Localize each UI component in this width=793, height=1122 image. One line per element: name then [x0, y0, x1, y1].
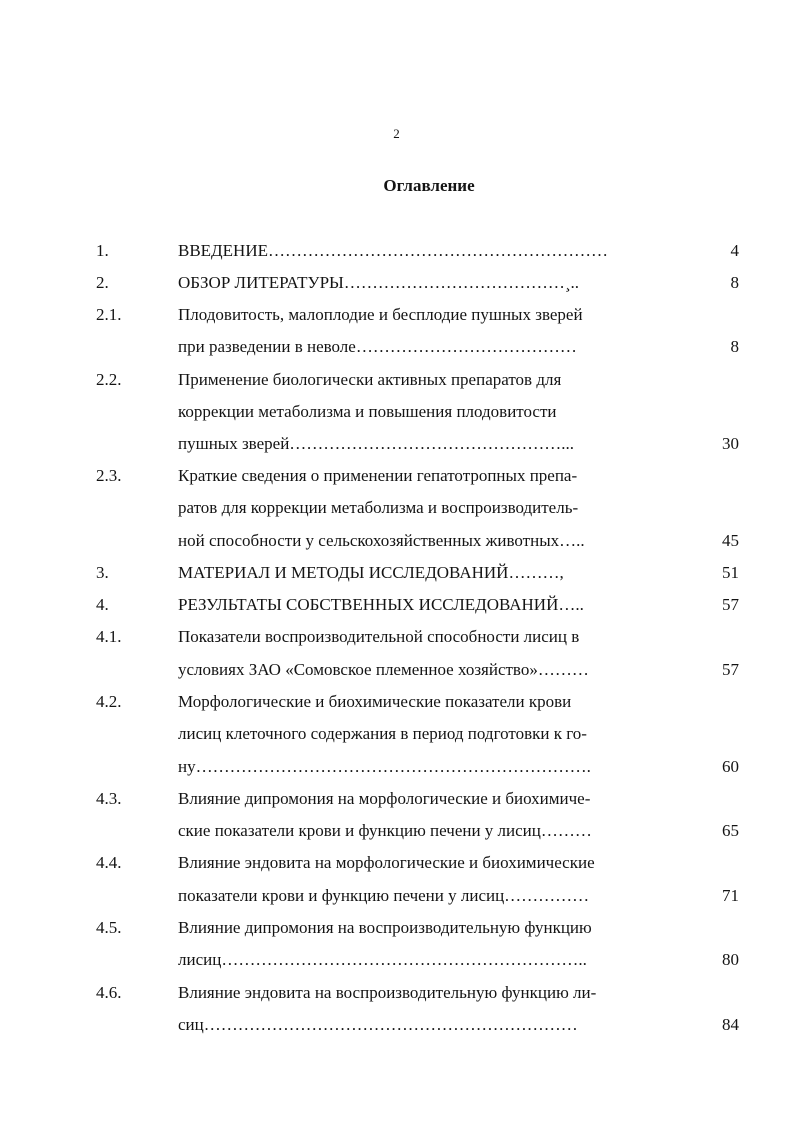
- toc-entry-number: 2.2.: [96, 370, 122, 389]
- toc-entry-text: Показатели воспроизводительной способности лисиц в: [178, 627, 580, 646]
- toc-entry-page: 57: [722, 660, 739, 679]
- toc-entry-number: 2.1.: [96, 305, 122, 324]
- toc-entry-text: условиях ЗАО «Сомовское племенное хозяйство»………: [178, 660, 589, 679]
- toc-entry-page: 84: [722, 1015, 739, 1034]
- toc-entry-number: 4.: [96, 595, 109, 614]
- toc-entry-page: 4: [730, 241, 739, 260]
- toc-entry-number: 4.4.: [96, 853, 122, 872]
- toc-entry-text: Плодовитость, малоплодие и бесплодие пушных зверей: [178, 305, 583, 324]
- toc-entry-text: коррекции метаболизма и повышения плодовитости: [178, 402, 557, 421]
- toc-entry-text: Влияние дипромония на морфологические и биохимиче-: [178, 789, 591, 808]
- toc-entry-page: 80: [722, 950, 739, 969]
- toc-entry-page: 60: [722, 757, 739, 776]
- toc-entry-number: 4.1.: [96, 627, 122, 646]
- toc-entry-text: Влияние эндовита на воспроизводительную функцию ли-: [178, 983, 597, 1002]
- toc-entry-number: 4.6.: [96, 983, 122, 1002]
- toc-entry-number: 4.5.: [96, 918, 122, 937]
- toc-entry-page: 57: [722, 595, 739, 614]
- page-number: 2: [393, 126, 400, 141]
- toc-entry-text: ной способности у сельскохозяйственных животных…..: [178, 531, 585, 550]
- toc-entry-page: 65: [722, 821, 739, 840]
- toc-entry-number: 2.3.: [96, 466, 122, 485]
- toc-entry-text: Влияние дипромония на воспроизводительную функцию: [178, 918, 592, 937]
- toc-entry-page: 51: [722, 563, 739, 582]
- toc-entry-number: 4.3.: [96, 789, 122, 808]
- toc-entry-text: Влияние эндовита на морфологические и биохимические: [178, 853, 595, 872]
- toc-entry-text: РЕЗУЛЬТАТЫ СОБСТВЕННЫХ ИССЛЕДОВАНИЙ…..: [178, 595, 584, 614]
- toc-entry-page: 8: [730, 273, 739, 292]
- toc-entry-text: Краткие сведения о применении гепатотропных препа-: [178, 466, 578, 485]
- toc-entry-number: 1.: [96, 241, 109, 260]
- toc-entry-text: ратов для коррекции метаболизма и воспроизводитель-: [178, 498, 579, 517]
- toc-entry-text: показатели крови и функцию печени у лисиц……………: [178, 886, 590, 905]
- toc-entry-text: ВВЕДЕНИЕ……………………………………………………: [178, 241, 608, 260]
- toc-entry-number: 3.: [96, 563, 109, 582]
- toc-entry-text: Применение биологически активных препаратов для: [178, 370, 562, 389]
- toc-entry-text: лисиц………………………………………………………..: [178, 950, 587, 969]
- toc-entry-page: 8: [730, 337, 739, 356]
- toc-entry-text: ну…………………………………………………………….: [178, 757, 591, 776]
- toc-entry-text: пушных зверей…………………………………………...: [178, 434, 575, 453]
- toc-entry-text: при разведении в неволе…………………………………: [178, 337, 577, 356]
- toc-entry-text: МАТЕРИАЛ И МЕТОДЫ ИССЛЕДОВАНИЙ………,: [178, 563, 564, 582]
- page-title: Оглавление: [383, 176, 475, 195]
- toc-entry-text: Морфологические и биохимические показатели крови: [178, 692, 572, 711]
- toc-entry-text: ские показатели крови и функцию печени у лисиц………: [178, 821, 592, 840]
- toc-entry-text: ОБЗОР ЛИТЕРАТУРЫ…………………………………¸..: [178, 273, 580, 292]
- toc-entry-page: 71: [722, 886, 739, 905]
- toc-entry-number: 2.: [96, 273, 109, 292]
- toc-entry-number: 4.2.: [96, 692, 122, 711]
- toc-entry-page: 45: [722, 531, 739, 550]
- toc-entry-text: сиц…………………………………………………………: [178, 1015, 578, 1034]
- toc-entry-text: лисиц клеточного содержания в период подготовки к го-: [178, 724, 587, 743]
- toc-entry-page: 30: [722, 434, 739, 453]
